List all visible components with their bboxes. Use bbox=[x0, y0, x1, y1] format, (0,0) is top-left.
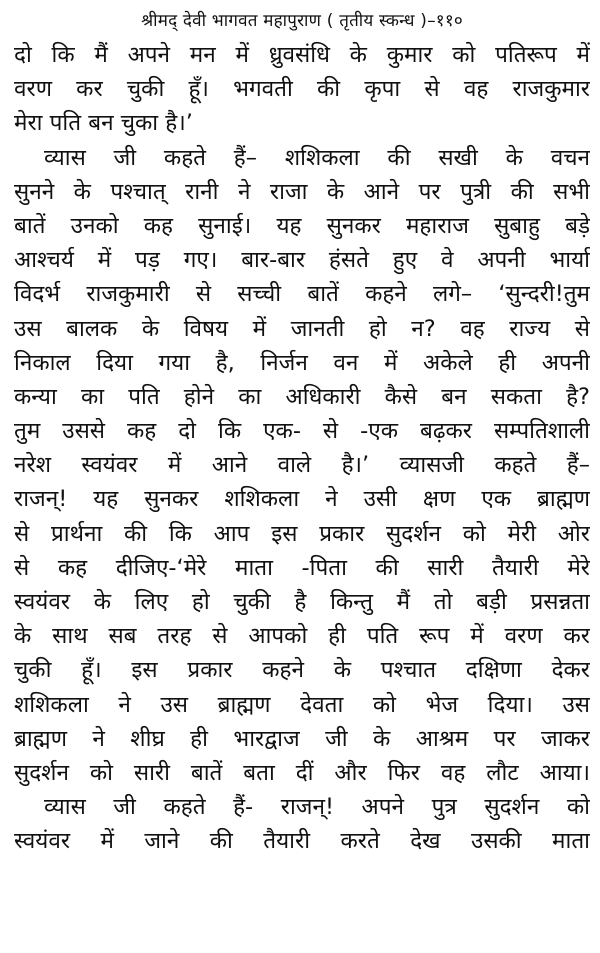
text-line: आश्चर्य में पड़ गए। बार-बार हंसते हुए वे अपनी भार्या bbox=[14, 247, 590, 274]
text-line: निकाल दिया गया है, निर्जन वन में अकेले ही अपनी bbox=[14, 349, 590, 376]
text-line: कन्या का पति होने का अधिकारी कैसे बन सकता है? bbox=[14, 383, 590, 410]
text-line: विदर्भ राजकुमारी से सच्ची बातें कहने लगे– ‘सुन्दरी!तुम bbox=[14, 281, 590, 308]
text-line: मेरा पति बन चुका है।’ bbox=[14, 110, 193, 137]
text-line: चुकी हूँ। इस प्रकार कहने के पश्चात दक्षिणा देकर bbox=[14, 657, 590, 684]
text-line: दो कि मैं अपने मन में ध्रुवसंधि के कुमार को पतिरूप में bbox=[14, 42, 590, 68]
text-line: सुदर्शन को सारी बातें बता दीं और फिर वह लौट आया। bbox=[14, 759, 590, 786]
text-line: स्वयंवर में जाने की तैयारी करते देख उसकी माता bbox=[14, 828, 590, 855]
text-line: सुनने के पश्चात् रानी ने राजा के आने पर पुत्री की सभी bbox=[14, 178, 590, 205]
text-line: से प्रार्थना की कि आप इस प्रकार सुदर्शन को मेरी ओर bbox=[14, 520, 590, 547]
running-header: श्रीमद् देवी भागवत महापुराण ( तृतीय स्कन्ध )–११० bbox=[141, 11, 463, 31]
text-line: नरेश स्वयंवर में आने वाले है।’ व्यासजी कहते हैं– bbox=[14, 452, 590, 479]
text-line: व्यास जी कहते हैं– शशिकला की सखी के वचन bbox=[44, 144, 590, 171]
text-line: स्वयंवर के लिए हो चुकी है किन्तु मैं तो बड़ी प्रसन्नता bbox=[14, 589, 590, 615]
text-line: शशिकला ने उस ब्राह्मण देवता को भेज दिया। उस bbox=[14, 691, 590, 718]
text-line: व्यास जी कहते हैं- राजन्! अपने पुत्र सुदर्शन को bbox=[44, 794, 590, 821]
text-line: उस बालक के विषय में जानती हो न? वह राज्य से bbox=[14, 315, 590, 342]
text-line: राजन्! यह सुनकर शशिकला ने उसी क्षण एक ब्राह्मण bbox=[14, 486, 590, 513]
text-line: ब्राह्मण ने शीघ्र ही भारद्वाज जी के आश्रम पर जाकर bbox=[14, 725, 590, 752]
body-text bbox=[14, 38, 590, 859]
text-line: वरण कर चुकी हूँ। भगवती की कृपा से वह राजकुमार bbox=[14, 76, 590, 103]
text-line: तुम उससे कह दो कि एक- से -एक बढ़कर सम्पतिशाली bbox=[14, 418, 590, 445]
text-line: के साथ सब तरह से आपको ही पति रूप में वरण कर bbox=[14, 623, 590, 650]
text-line: बातें उनको कह सुनाई। यह सुनकर महाराज सुबाहु बड़े bbox=[14, 212, 590, 239]
text-line: से कह दीजिए-‘मेरे माता -पिता की सारी तैयारी मेरे bbox=[14, 554, 590, 581]
